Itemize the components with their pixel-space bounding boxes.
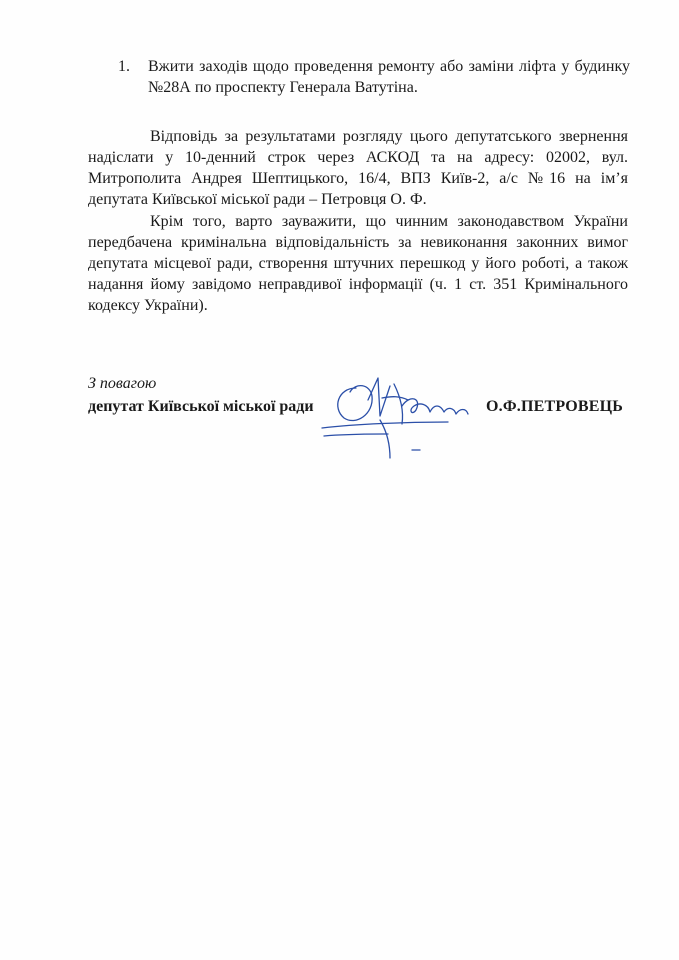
closing-regards: З повагою (88, 375, 157, 392)
liability-paragraph: Крім того, варто зауважити, що чинним законодавством України передбачена кримінальна відповідальність за невиконання законних вимог депутата місцевої ради, створення штучних перешкод у його роботі, а також надання йому завідомо неправдивої інформації (ч. 1 ст. 351 Кримінального кодексу України). (88, 213, 628, 314)
list-item (118, 56, 630, 98)
list-item-number: 1. (118, 58, 130, 75)
signer-position: депутат Київської міської ради (88, 398, 314, 415)
signer-name: О.Ф.ПЕТРОВЕЦЬ (486, 398, 624, 415)
list-item-text: Вжити заходів щодо проведення ремонту або заміни ліфта у будинку №28А по проспекту Генерала Ватутіна. (148, 58, 630, 96)
response-paragraph: Відповідь за результатами розгляду цього депутатського звернення надіслати у 10-денний строк через АСКОД та на адресу: 02002, вул. Митрополита Андрея Шептицького, 16/4, ВПЗ Київ-2, а/с №16 на ім’я депутата Київської міської ради – Петровця О. Ф. (88, 128, 628, 208)
handwritten-signature (316, 366, 486, 462)
